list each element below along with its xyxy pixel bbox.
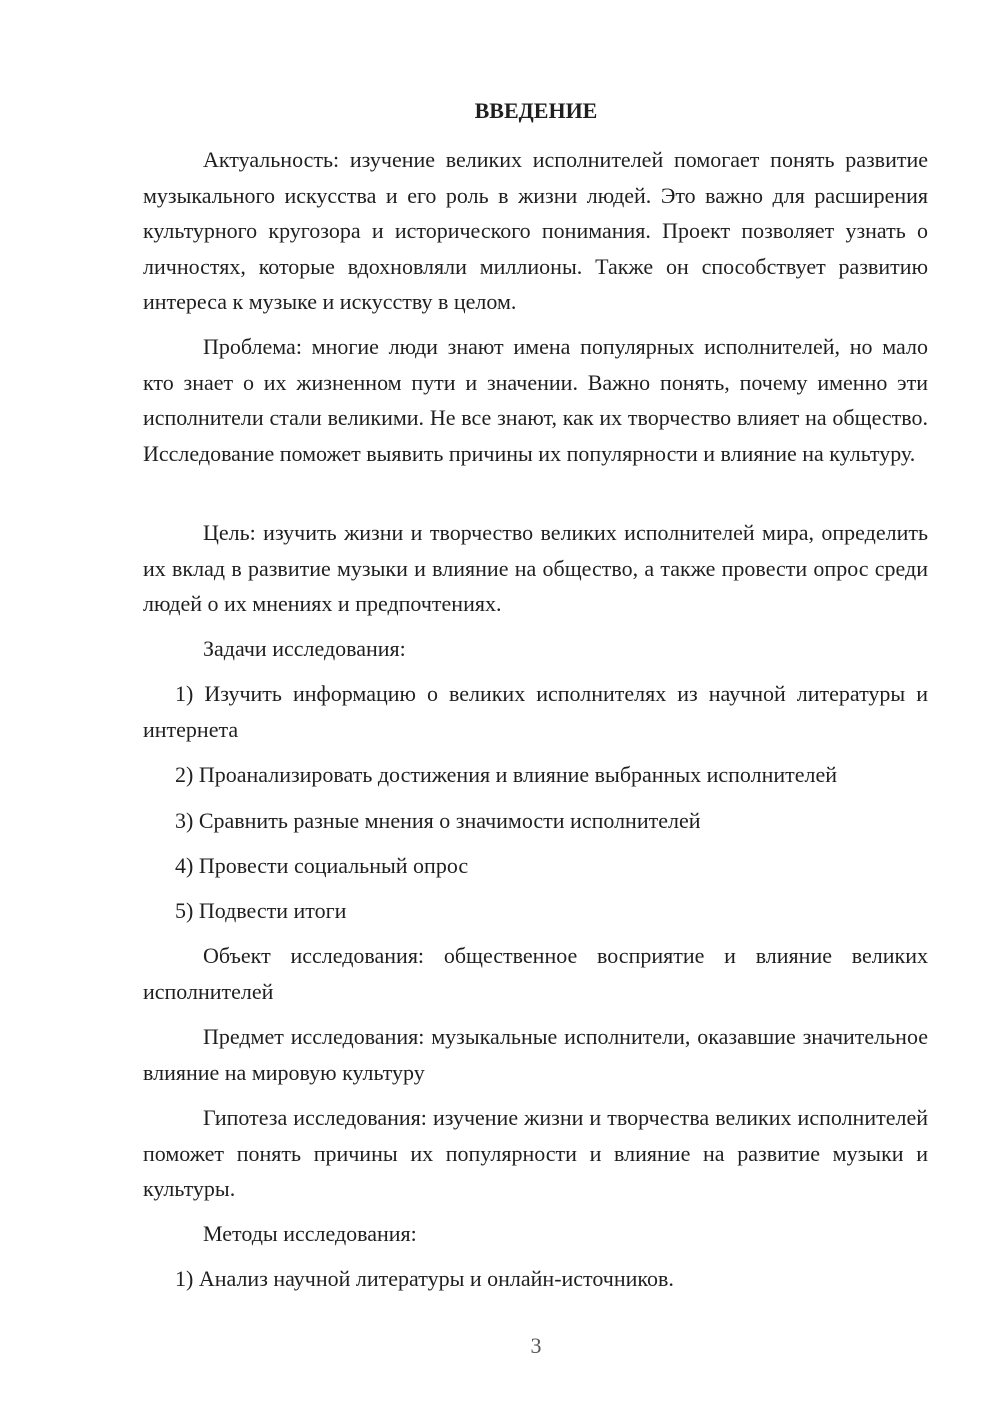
- list-item: 5) Подвести итоги: [175, 898, 347, 923]
- page-number: 3: [530, 1333, 542, 1358]
- task-item-1: [143, 676, 928, 747]
- methods-title-block: [143, 1216, 928, 1252]
- subject-text: Предмет исследования: музыкальные исполнители, оказавшие значительное влияние на мировую культуру: [143, 1024, 928, 1085]
- list-item: 1) Анализ научной литературы и онлайн-источников.: [175, 1266, 674, 1291]
- method-item-1: [143, 1261, 928, 1297]
- paragraph-subject: [143, 1019, 928, 1090]
- task-item-3: [143, 803, 928, 839]
- list-item: 4) Провести социальный опрос: [175, 853, 469, 878]
- relevance-text: Актуальность: изучение великих исполнителей помогает понять развитие музыкального искусства и его роль в жизни людей. Это важно для расширения культурного кругозора и исторического понимания. Проект позволяет узнать о личностях, которые вдохновляли миллионы. Также он способствует развитию интереса к музыке и искусству в целом.: [143, 147, 928, 314]
- goal-text: Цель: изучить жизни и творчество великих исполнителей мира, определить их вклад в развитие музыки и влияние на общество, а также провести опрос среди людей о их мнениях и предпочтениях.: [143, 520, 928, 616]
- tasks-title: Задачи исследования:: [203, 636, 406, 661]
- problem-text: Проблема: многие люди знают имена популярных исполнителей, но мало кто знает о их жизненном пути и значении. Важно понять, почему именно эти исполнители стали великими. Не все знают, как их творчество влияет на общество. Исследование поможет выявить причины их популярности и влияние на культуру.: [143, 334, 928, 466]
- paragraph-object: [143, 938, 928, 1009]
- object-text: Объект исследования: общественное восприятие и влияние великих исполнителей: [143, 943, 928, 1004]
- task-item-4: [143, 848, 928, 884]
- paragraph-hypothesis: [143, 1100, 928, 1207]
- tasks-title-block: [143, 631, 928, 667]
- list-item: 2) Проанализировать достижения и влияние выбранных исполнителей: [175, 762, 838, 787]
- task-item-2: [143, 757, 928, 793]
- task-item-5: [143, 893, 928, 929]
- paragraph-problem: [143, 329, 928, 471]
- page-title: ВВЕДЕНИЕ: [474, 98, 598, 123]
- paragraph-goal: [143, 515, 928, 622]
- list-item: 3) Сравнить разные мнения о значимости исполнителей: [175, 808, 701, 833]
- paragraph-relevance: [143, 142, 928, 320]
- hypothesis-text: Гипотеза исследования: изучение жизни и творчества великих исполнителей поможет понять причины их популярности и влияние на развитие музыки и культуры.: [143, 1105, 928, 1201]
- methods-title: Методы исследования:: [203, 1221, 417, 1246]
- list-item: 1) Изучить информацию о великих исполнителях из научной литературы и интернета: [143, 681, 928, 742]
